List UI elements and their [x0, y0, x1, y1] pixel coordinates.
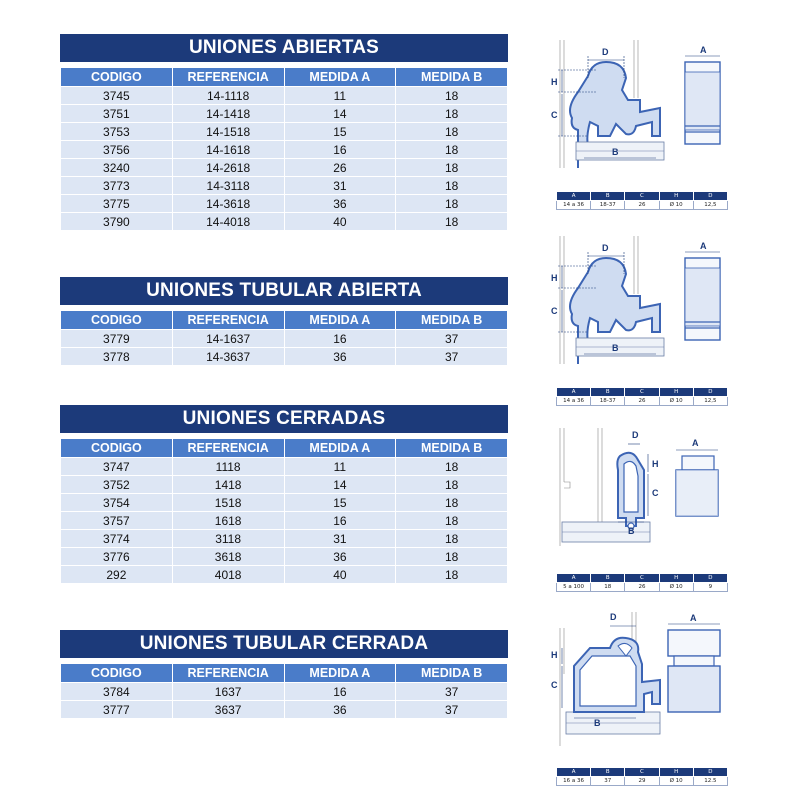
dim-header: A — [557, 768, 591, 777]
label-d: D — [632, 430, 639, 440]
cell-codigo: 3775 — [61, 195, 173, 213]
dim-header: B — [591, 768, 625, 777]
dim-header: C — [625, 192, 659, 201]
header-codigo: CODIGO — [61, 68, 173, 87]
header-codigo: CODIGO — [61, 664, 173, 683]
cell-medida-a: 14 — [284, 476, 396, 494]
dim-header: D — [693, 192, 727, 201]
table-header-row — [61, 439, 508, 458]
profile-diagram-abierta — [548, 38, 728, 184]
label-b: B — [594, 718, 601, 728]
header-medida-b: MEDIDA B — [396, 311, 508, 330]
label-a: A — [692, 438, 699, 448]
table-row — [61, 530, 508, 548]
profile-diagram-cerrada — [548, 426, 728, 566]
header-medida-a: MEDIDA A — [284, 68, 396, 87]
cell-medida-b: 18 — [396, 476, 508, 494]
dim-header: D — [693, 768, 727, 777]
cell-medida-a: 16 — [284, 141, 396, 159]
cell-medida-a: 31 — [284, 177, 396, 195]
cell-medida-a: 36 — [284, 701, 396, 719]
cell-codigo: 3776 — [61, 548, 173, 566]
dim-value: 12,5 — [693, 201, 727, 210]
table-row — [61, 123, 508, 141]
cell-referencia: 1518 — [172, 494, 284, 512]
dim-header: H — [659, 388, 693, 397]
cell-medida-a: 16 — [284, 683, 396, 701]
dim-value: 14 a 36 — [557, 201, 591, 210]
label-d: D — [610, 612, 617, 622]
cell-referencia: 1118 — [172, 458, 284, 476]
cell-medida-b: 18 — [396, 458, 508, 476]
dim-value: 37 — [591, 777, 625, 786]
cell-medida-b: 18 — [396, 87, 508, 105]
dimensions-table — [556, 191, 728, 210]
header-medida-a: MEDIDA A — [284, 664, 396, 683]
table-header-row — [61, 311, 508, 330]
dim-value: 12.5 — [693, 777, 727, 786]
table-header-row — [61, 664, 508, 683]
dimensions-table — [556, 573, 728, 592]
cell-referencia: 14-1418 — [172, 105, 284, 123]
dim-value: Ø 10 — [659, 397, 693, 406]
dimensions-table — [556, 767, 728, 786]
cell-codigo: 3745 — [61, 87, 173, 105]
dim-header: B — [591, 388, 625, 397]
cell-referencia: 14-4018 — [172, 213, 284, 231]
cell-codigo: 3778 — [61, 348, 173, 366]
label-h: H — [652, 459, 659, 469]
cell-medida-b: 18 — [396, 105, 508, 123]
dim-value: Ø 10 — [659, 777, 693, 786]
table-row — [61, 348, 508, 366]
dim-value: Ø 10 — [659, 201, 693, 210]
cell-referencia: 14-1618 — [172, 141, 284, 159]
product-table — [60, 67, 508, 231]
section-title: UNIONES ABIERTAS — [60, 34, 508, 62]
dim-header: D — [693, 574, 727, 583]
header-medida-a: MEDIDA A — [284, 439, 396, 458]
cell-medida-b: 18 — [396, 494, 508, 512]
header-medida-b: MEDIDA B — [396, 68, 508, 87]
cell-medida-b: 37 — [396, 683, 508, 701]
cell-medida-b: 18 — [396, 159, 508, 177]
table-row — [61, 683, 508, 701]
section-uniones-abiertas — [60, 34, 508, 231]
cell-referencia: 1637 — [172, 683, 284, 701]
product-table — [60, 663, 508, 719]
dim-value: Ø 10 — [659, 583, 693, 592]
table-row — [61, 476, 508, 494]
cell-referencia: 14-3637 — [172, 348, 284, 366]
label-c: C — [551, 110, 558, 120]
cell-codigo: 3790 — [61, 213, 173, 231]
dim-header: A — [557, 574, 591, 583]
table-row — [61, 512, 508, 530]
dim-value: 16 a 36 — [557, 777, 591, 786]
cell-medida-a: 36 — [284, 348, 396, 366]
header-codigo: CODIGO — [61, 311, 173, 330]
header-referencia: REFERENCIA — [172, 68, 284, 87]
cell-medida-b: 18 — [396, 123, 508, 141]
cell-codigo: 3773 — [61, 177, 173, 195]
dim-value: 9 — [693, 583, 727, 592]
label-c: C — [551, 680, 558, 690]
block-shape — [685, 56, 720, 144]
block-shape — [668, 624, 720, 712]
dim-value: 26 — [625, 397, 659, 406]
cell-medida-a: 40 — [284, 566, 396, 584]
dim-header: B — [591, 192, 625, 201]
header-medida-b: MEDIDA B — [396, 439, 508, 458]
cell-medida-a: 40 — [284, 213, 396, 231]
dim-value: 26 — [625, 583, 659, 592]
dim-value: 14 a 36 — [557, 397, 591, 406]
cell-codigo: 3752 — [61, 476, 173, 494]
cell-codigo: 3784 — [61, 683, 173, 701]
table-row — [61, 159, 508, 177]
label-c: C — [551, 306, 558, 316]
label-a: A — [700, 241, 707, 251]
cell-codigo: 3747 — [61, 458, 173, 476]
section-uniones-tubular-abierta — [60, 277, 508, 366]
table-row — [61, 177, 508, 195]
cell-referencia: 4018 — [172, 566, 284, 584]
cell-referencia: 3637 — [172, 701, 284, 719]
profile-diagram-tubular-abierta — [548, 234, 728, 380]
table-row — [61, 105, 508, 123]
cell-medida-b: 18 — [396, 512, 508, 530]
section-title: UNIONES TUBULAR ABIERTA — [60, 277, 508, 305]
cell-medida-a: 14 — [284, 105, 396, 123]
cell-medida-b: 18 — [396, 213, 508, 231]
table-row — [61, 494, 508, 512]
table-row — [61, 141, 508, 159]
block-shape — [685, 252, 720, 340]
cell-codigo: 3240 — [61, 159, 173, 177]
cell-medida-a: 16 — [284, 330, 396, 348]
dimensions-table — [556, 387, 728, 406]
cell-medida-a: 15 — [284, 494, 396, 512]
cell-codigo: 3779 — [61, 330, 173, 348]
cell-medida-a: 15 — [284, 123, 396, 141]
cell-referencia: 14-1637 — [172, 330, 284, 348]
table-header-row — [61, 68, 508, 87]
table-row — [61, 330, 508, 348]
label-h: H — [551, 650, 558, 660]
dim-value: 18 — [591, 583, 625, 592]
cell-medida-a: 31 — [284, 530, 396, 548]
cell-codigo: 3774 — [61, 530, 173, 548]
label-a: A — [690, 613, 697, 623]
cell-codigo: 3777 — [61, 701, 173, 719]
header-referencia: REFERENCIA — [172, 664, 284, 683]
cell-medida-a: 36 — [284, 548, 396, 566]
dim-header: A — [557, 192, 591, 201]
section-title: UNIONES TUBULAR CERRADA — [60, 630, 508, 658]
cell-medida-b: 37 — [396, 330, 508, 348]
dim-value: 26 — [625, 201, 659, 210]
table-row — [61, 458, 508, 476]
cell-referencia: 14-2618 — [172, 159, 284, 177]
cell-medida-b: 37 — [396, 701, 508, 719]
cell-medida-b: 37 — [396, 348, 508, 366]
cell-medida-a: 11 — [284, 458, 396, 476]
cell-referencia: 14-1518 — [172, 123, 284, 141]
cell-medida-b: 18 — [396, 195, 508, 213]
dim-header: H — [659, 768, 693, 777]
dim-header: C — [625, 768, 659, 777]
dim-header: C — [625, 574, 659, 583]
cell-codigo: 3751 — [61, 105, 173, 123]
dim-header: D — [693, 388, 727, 397]
section-title: UNIONES CERRADAS — [60, 405, 508, 433]
cell-medida-b: 18 — [396, 566, 508, 584]
cell-medida-b: 18 — [396, 177, 508, 195]
cell-referencia: 1618 — [172, 512, 284, 530]
cell-medida-b: 18 — [396, 141, 508, 159]
cell-codigo: 3753 — [61, 123, 173, 141]
cell-codigo: 3754 — [61, 494, 173, 512]
product-table — [60, 438, 508, 584]
table-row — [61, 701, 508, 719]
label-b: B — [612, 343, 619, 353]
table-row — [61, 548, 508, 566]
cell-codigo: 292 — [61, 566, 173, 584]
label-c: C — [652, 488, 659, 498]
table-row — [61, 213, 508, 231]
dim-value: 29 — [625, 777, 659, 786]
dim-header: H — [659, 192, 693, 201]
cell-referencia: 14-3118 — [172, 177, 284, 195]
header-codigo: CODIGO — [61, 439, 173, 458]
profile-diagram-tubular-cerrada — [548, 608, 728, 758]
label-h: H — [551, 77, 558, 87]
header-medida-a: MEDIDA A — [284, 311, 396, 330]
cell-referencia: 1418 — [172, 476, 284, 494]
header-referencia: REFERENCIA — [172, 439, 284, 458]
dim-header: H — [659, 574, 693, 583]
cell-codigo: 3756 — [61, 141, 173, 159]
dim-value: 18-37 — [591, 397, 625, 406]
label-b: B — [628, 526, 635, 536]
cell-referencia: 14-3618 — [172, 195, 284, 213]
label-b: B — [612, 147, 619, 157]
label-a: A — [700, 45, 707, 55]
label-d: D — [602, 243, 609, 253]
label-d: D — [602, 47, 609, 57]
table-row — [61, 566, 508, 584]
dim-value: 12,5 — [693, 397, 727, 406]
table-row — [61, 87, 508, 105]
dim-value: 5 a 100 — [557, 583, 591, 592]
cell-codigo: 3757 — [61, 512, 173, 530]
cell-referencia: 3618 — [172, 548, 284, 566]
cell-medida-b: 18 — [396, 548, 508, 566]
block-shape — [676, 450, 718, 516]
product-table — [60, 310, 508, 366]
section-uniones-tubular-cerrada — [60, 630, 508, 719]
dim-value: 18-37 — [591, 201, 625, 210]
cell-referencia: 14-1118 — [172, 87, 284, 105]
dim-header: C — [625, 388, 659, 397]
header-referencia: REFERENCIA — [172, 311, 284, 330]
section-uniones-cerradas — [60, 405, 508, 584]
cell-medida-a: 26 — [284, 159, 396, 177]
cell-medida-a: 16 — [284, 512, 396, 530]
cell-referencia: 3118 — [172, 530, 284, 548]
table-row — [61, 195, 508, 213]
cell-medida-b: 18 — [396, 530, 508, 548]
dim-header: B — [591, 574, 625, 583]
dim-header: A — [557, 388, 591, 397]
cell-medida-a: 36 — [284, 195, 396, 213]
label-h: H — [551, 273, 558, 283]
cell-medida-a: 11 — [284, 87, 396, 105]
header-medida-b: MEDIDA B — [396, 664, 508, 683]
